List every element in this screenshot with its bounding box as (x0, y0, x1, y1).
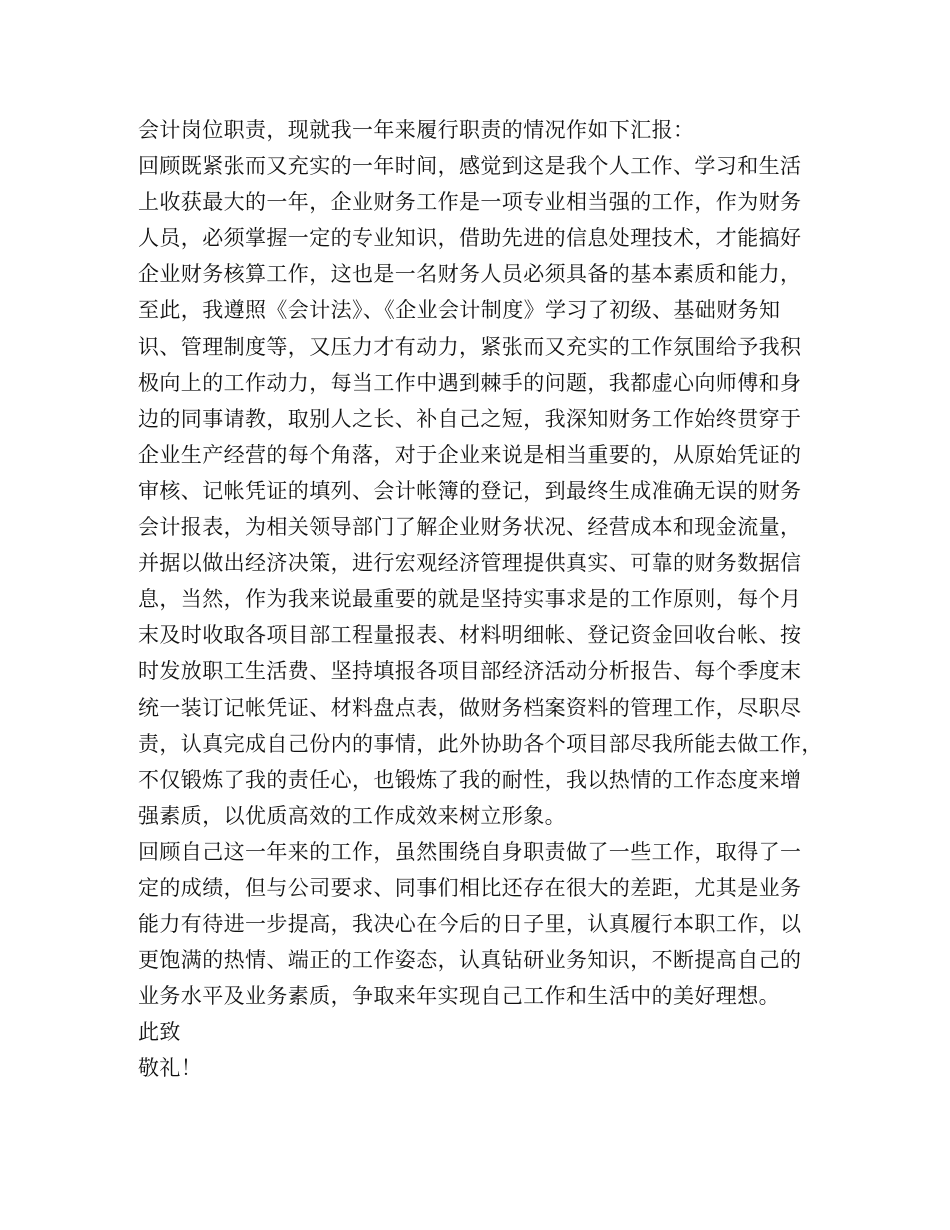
text-line: 会计岗位职责，现就我一年来履行职责的情况作如下汇报： (138, 118, 695, 142)
text-line: 企业财务核算工作，这也是一名财务人员必须具备的基本素质和能力， (138, 262, 802, 287)
text-line: 审核、记帐凭证的填列、会计帐簿的登记，到最终生成准确无误的财务 (138, 478, 802, 503)
text-line: 不仅锻炼了我的责任心，也锻炼了我的耐性，我以热情的工作态度来增 (138, 767, 802, 792)
text-line: 识、管理制度等，又压力才有动力，紧张而又充实的工作氛围给予我积 (138, 334, 802, 359)
text-line: 回顾既紧张而又充实的一年时间，感觉到这是我个人工作、学习和生活 (138, 154, 802, 179)
text-line: 至此，我遵照《会计法》、《企业会计制度》学习了初级、基础财务知 (138, 298, 781, 323)
report-body (138, 112, 838, 1087)
text-line: 更饱满的热情、端正的工作姿态，认真钻研业务知识，不断提高自己的 (138, 948, 802, 973)
text-line: 企业生产经营的每个角落，对于企业来说是相当重要的，从原始凭证的 (138, 442, 802, 467)
text-line: 边的同事请教，取别人之长、补自己之短，我深知财务工作始终贯穿于 (138, 406, 802, 431)
salutation-line: 敬礼！ (138, 1056, 203, 1081)
text-line: 统一装订记帐凭证、材料盘点表，做财务档案资料的管理工作，尽职尽 (138, 695, 802, 720)
text-line: 时发放职工生活费、坚持填报各项目部经济活动分析报告、每个季度末 (138, 659, 802, 684)
text-line: 会计报表，为相关领导部门了解企业财务状况、经营成本和现金流量， (138, 515, 802, 540)
text-line: 定的成绩，但与公司要求、同事们相比还存在很大的差距，尤其是业务 (138, 875, 802, 900)
text-line: 息，当然，作为我来说最重要的就是坚持实事求是的工作原则，每个月 (138, 587, 802, 612)
closing-line: 此致 (138, 1020, 181, 1045)
text-line: 极向上的工作动力，每当工作中遇到棘手的问题，我都虚心向师傅和身 (138, 370, 802, 395)
text-line: 并据以做出经济决策，进行宏观经济管理提供真实、可靠的财务数据信 (138, 551, 802, 576)
text-line: 能力有待进一步提高，我决心在今后的日子里，认真履行本职工作，以 (138, 912, 802, 937)
text-line: 责，认真完成自己份内的事情，此外协助各个项目部尽我所能去做工作， (138, 731, 823, 756)
text-line: 业务水平及业务素质，争取来年实现自己工作和生活中的美好理想。 (138, 984, 780, 1009)
text-line: 末及时收取各项目部工程量报表、材料明细帐、登记资金回收台帐、按 (138, 623, 802, 648)
text-line: 上收获最大的一年，企业财务工作是一项专业相当强的工作，作为财务 (138, 190, 802, 215)
text-line: 强素质，以优质高效的工作成效来树立形象。 (138, 803, 566, 828)
text-line: 回顾自己这一年来的工作，虽然围绕自身职责做了一些工作，取得了一 (138, 839, 802, 864)
text-line: 人员，必须掌握一定的专业知识，借助先进的信息处理技术，才能搞好 (138, 226, 802, 251)
